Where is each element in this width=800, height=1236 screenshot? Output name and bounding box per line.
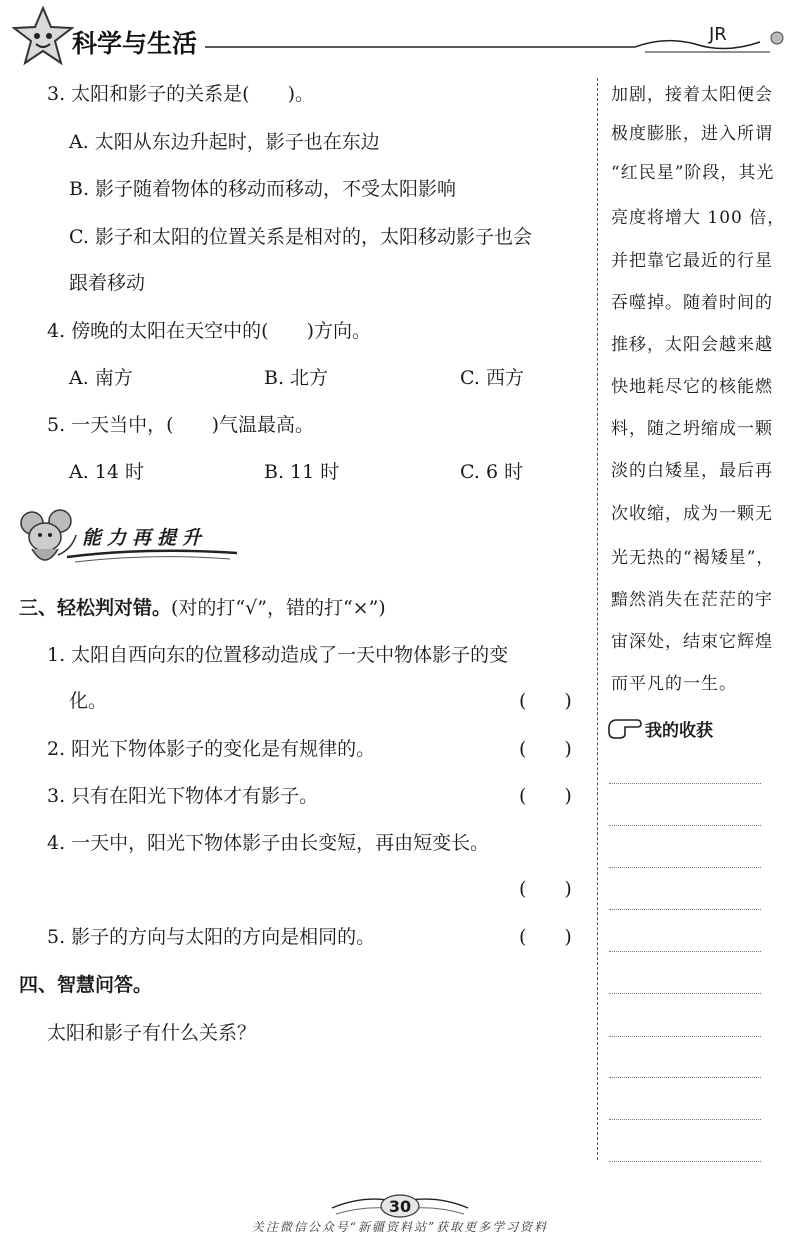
answer-blank[interactable]: ( ) [519, 878, 572, 900]
list-item: 2. 阳光下物体影子的变化是有规律的。 [47, 738, 376, 760]
answer-blank[interactable]: ( ) [519, 690, 572, 712]
sidebar-line: 推移，太阳会越来越 [611, 335, 773, 355]
list-item: 化。 [69, 690, 108, 712]
writing-line[interactable] [609, 909, 761, 910]
sidebar-line: 料，随之坍缩成一颗 [611, 419, 773, 439]
header-rule [205, 30, 795, 64]
sidebar-line: 次收缩，成为一颗无 [611, 504, 773, 524]
sidebar-line: 极度膨胀，进入所谓 [611, 124, 773, 144]
list-item: 4. 一天中，阳光下物体影子由长变短，再由短变长。 [47, 832, 490, 854]
writing-line[interactable] [609, 783, 761, 784]
pointing-hand-icon [607, 714, 643, 740]
option: A. 太阳从东边升起时，影子也在东边 [69, 131, 380, 153]
footer [0, 1188, 800, 1236]
sidebar-line: 加剧，接着太阳便会 [611, 85, 773, 105]
sidebar-line: 吞噬掉。随着时间的 [611, 293, 773, 313]
list-item: 5. 影子的方向与太阳的方向是相同的。 [47, 926, 376, 948]
option: 跟着移动 [69, 272, 146, 294]
section-four-title: 四、智慧问答。 [19, 974, 153, 996]
banner-title: 能力再提升 [82, 527, 208, 549]
column-divider [597, 78, 598, 1160]
header-code: JR [709, 24, 727, 45]
star-mascot-icon [12, 6, 74, 66]
section-note: (对的打“√”，错的打“×”) [171, 597, 386, 619]
option: B. 影子随着物体的移动而移动，不受太阳影响 [69, 178, 457, 200]
sidebar-line: 而平凡的一生。 [611, 674, 737, 694]
writing-line[interactable] [609, 1119, 761, 1120]
option: C. 西方 [460, 367, 524, 389]
header [0, 0, 800, 70]
sidebar-line: 快地耗尽它的核能燃 [611, 377, 773, 397]
writing-line[interactable] [609, 1161, 761, 1162]
sidebar-line: “红民星”阶段，其光 [611, 163, 775, 183]
section-banner [10, 505, 240, 577]
page-number: 30 [388, 1197, 412, 1216]
question-stem: 4. 傍晚的太阳在天空中的( )方向。 [47, 320, 371, 342]
option: A. 南方 [69, 367, 133, 389]
answer-blank[interactable]: ( ) [519, 785, 572, 807]
option: B. 北方 [264, 367, 329, 389]
open-question: 太阳和影子有什么关系？ [47, 1022, 257, 1044]
sidebar-line: 淡的白矮星，最后再 [611, 461, 773, 481]
writing-line[interactable] [609, 993, 761, 994]
option: A. 14 时 [69, 461, 145, 483]
sidebar-line: 宙深处，结束它辉煌 [611, 632, 773, 652]
harvest-label: 我的收获 [645, 721, 713, 741]
option: C. 影子和太阳的位置关系是相对的，太阳移动影子也会 [69, 226, 532, 248]
header-title: 科学与生活 [72, 29, 198, 58]
question-stem: 5. 一天当中，( )气温最高。 [47, 414, 314, 436]
writing-line[interactable] [609, 1077, 761, 1078]
option: C. 6 时 [460, 461, 524, 483]
list-item: 3. 只有在阳光下物体才有影子。 [47, 785, 319, 807]
sidebar-line: 并把靠它最近的行星 [611, 251, 773, 271]
writing-line[interactable] [609, 825, 761, 826]
footer-text: 关注微信公众号“新疆资料站”获取更多学习资料 [251, 1220, 549, 1234]
answer-blank[interactable]: ( ) [519, 926, 572, 948]
section-title: 三、轻松判对错。 [19, 597, 172, 619]
question-stem: 3. 太阳和影子的关系是( )。 [47, 83, 314, 105]
option: B. 11 时 [264, 461, 340, 483]
list-item: 1. 太阳自西向东的位置移动造成了一天中物体影子的变 [47, 644, 509, 666]
sidebar-line: 黯然消失在茫茫的宇 [611, 590, 773, 610]
writing-line[interactable] [609, 951, 761, 952]
section-three-title [19, 596, 386, 620]
writing-line[interactable] [609, 867, 761, 868]
answer-blank[interactable]: ( ) [519, 738, 572, 760]
writing-line[interactable] [609, 1036, 761, 1037]
sidebar-line: 光无热的“褐矮星”， [611, 548, 775, 568]
sidebar-line: 亮度将增大 100 倍， [611, 208, 786, 228]
